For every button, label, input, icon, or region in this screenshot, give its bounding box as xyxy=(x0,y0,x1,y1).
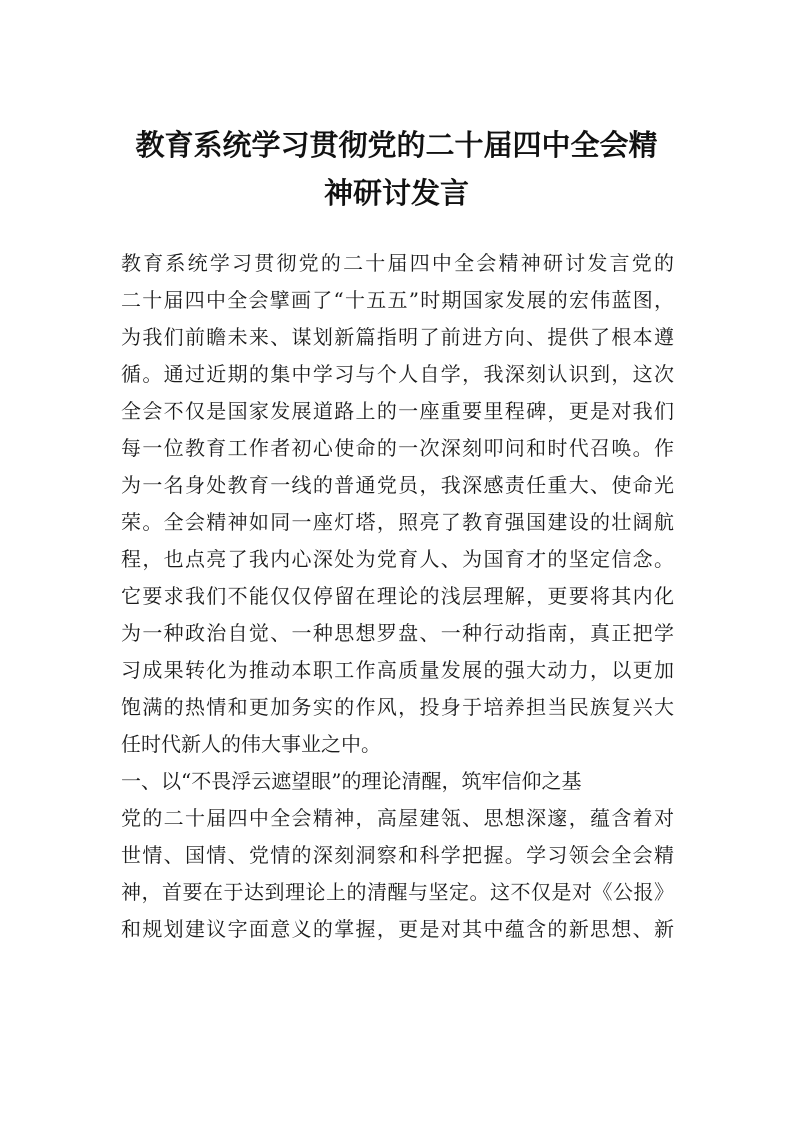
body-line: 它要求我们不能仅仅停留在理论的浅层理解，更要将其内化 xyxy=(121,584,674,608)
body-line: 神，首要在于达到理论上的清醒与坚定。这不仅是对《公报》 xyxy=(121,880,674,904)
section-heading: 一、以“不畏浮云遮望眼”的理论清醒，筑牢信仰之基 xyxy=(121,769,582,793)
body-line: 教育系统学习贯彻党的二十届四中全会精神研讨发言党的 xyxy=(121,251,674,275)
body-line: 习成果转化为推动本职工作高质量发展的强大动力，以更加 xyxy=(121,658,674,682)
body-line: 循。通过近期的集中学习与个人自学，我深刻认识到，这次 xyxy=(121,362,674,386)
body-line: 和规划建议字面意义的掌握，更是对其中蕴含的新思想、新 xyxy=(121,917,674,941)
body-line: 程，也点亮了我内心深处为党育人、为国育才的坚定信念。 xyxy=(121,547,674,571)
body-line: 全会不仅是国家发展道路上的一座重要里程碑，更是对我们 xyxy=(121,399,674,423)
body-line: 世情、国情、党情的深刻洞察和科学把握。学习领会全会精 xyxy=(121,843,674,867)
body-line: 任时代新人的伟大事业之中。 xyxy=(121,732,381,756)
body-line: 为一名身处教育一线的普通党员，我深感责任重大、使命光 xyxy=(121,473,674,497)
body-line: 为一种政治自觉、一种思想罗盘、一种行动指南，真正把学 xyxy=(121,621,674,645)
body-line: 每一位教育工作者初心使命的一次深刻叩问和时代召唤。作 xyxy=(121,436,674,460)
body-line: 为我们前瞻未来、谋划新篇指明了前进方向、提供了根本遵 xyxy=(121,325,674,349)
document-title-line-2: 神研讨发言 xyxy=(323,176,469,210)
body-line: 党的二十届四中全会精神，高屋建瓴、思想深邃，蕴含着对 xyxy=(121,806,674,830)
body-line: 荣。全会精神如同一座灯塔，照亮了教育强国建设的壮阔航 xyxy=(121,510,674,534)
body-line: 二十届四中全会擘画了“十五五”时期国家发展的宏伟蓝图， xyxy=(121,288,674,312)
document-title-line-1: 教育系统学习贯彻党的二十届四中全会精 xyxy=(135,128,658,162)
body-line: 饱满的热情和更加务实的作风，投身于培养担当民族复兴大 xyxy=(121,695,674,719)
